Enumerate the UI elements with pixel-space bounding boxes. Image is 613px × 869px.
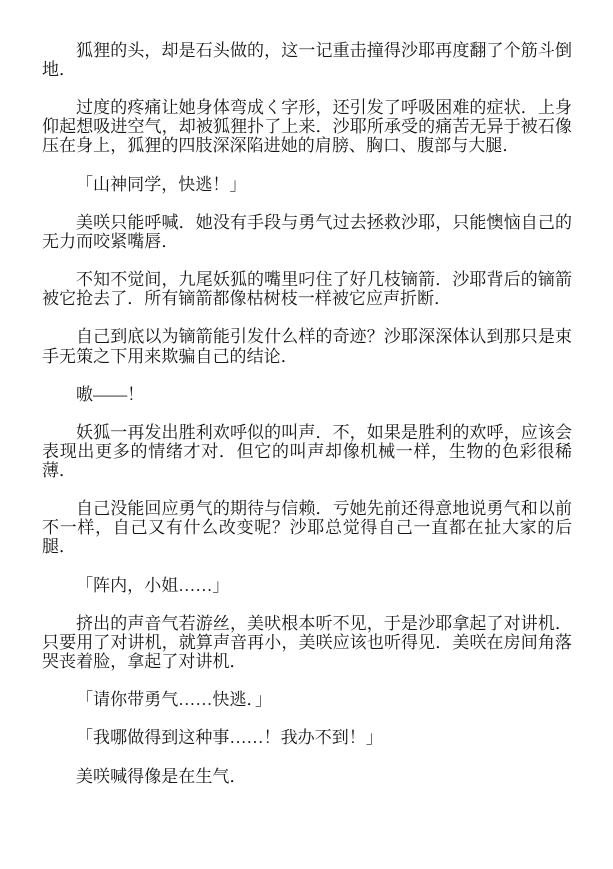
paragraph-narration-7: 自己没能回应勇气的期待与信赖．亏她先前还得意地说勇气和以前不一样，自己又有什么改变呢？沙耶总觉得自己一直都在扯大家的后腿． [42,499,572,557]
paragraph-narration-4: 不知不觉间，九尾妖狐的嘴里叼住了好几枝镝箭．沙耶背后的镝箭被它抢去了．所有镝箭都像枯树枝一样被它应声折断． [42,270,572,309]
paragraph-narration-5: 自己到底以为镝箭能引发什么样的奇迹？沙耶深深体认到那只是束手无策之下用来欺骗自己的结论． [42,327,572,366]
dialogue-line-4: 「我哪做得到这种事……！我办不到！」 [76,728,383,748]
paragraph-narration-8: 挤出的声音气若游丝，美吠根本听不见，于是沙耶拿起了对讲机．只要用了对讲机，就算声音再小，美咲应该也听得见．美咲在房间角落哭丧着脸，拿起了对讲机． [42,613,572,671]
paragraph-narration-2: 过度的疼痛让她身体弯成く字形，还引发了呼吸困难的症状．上身仰起想吸进空气，却被狐狸扑了上来．沙耶所承受的痛苦无异于被石像压在身上，狐狸的四肢深深陷进她的肩膀、胸口、腹部与大腿． [42,98,572,156]
dialogue-line-3: 「请你带勇气……快逃．」 [76,690,273,710]
dialogue-line-2: 「阵内，小姐……」 [76,575,230,595]
paragraph-narration-6: 妖狐一再发出胜利欢呼似的叫声．不，如果是胜利的欢呼，应该会表现出更多的情绪才对．但它的叫声却像机械一样，生物的色彩很稀薄． [42,422,572,481]
paragraph-narration-9: 美咲喊得像是在生气． [76,766,247,786]
paragraph-narration-3: 美咲只能呼喊．她没有手段与勇气过去拯救沙耶，只能懊恼自己的无力而咬紧嘴唇． [42,212,572,251]
dialogue-line-1: 「山神同学，快逃！」 [76,174,247,194]
onomatopoeia-howl: 嗷——！ [76,384,145,404]
paragraph-narration-1: 狐狸的头，却是石头做的，这一记重击撞得沙耶再度翻了个筋斗倒地． [42,41,572,80]
